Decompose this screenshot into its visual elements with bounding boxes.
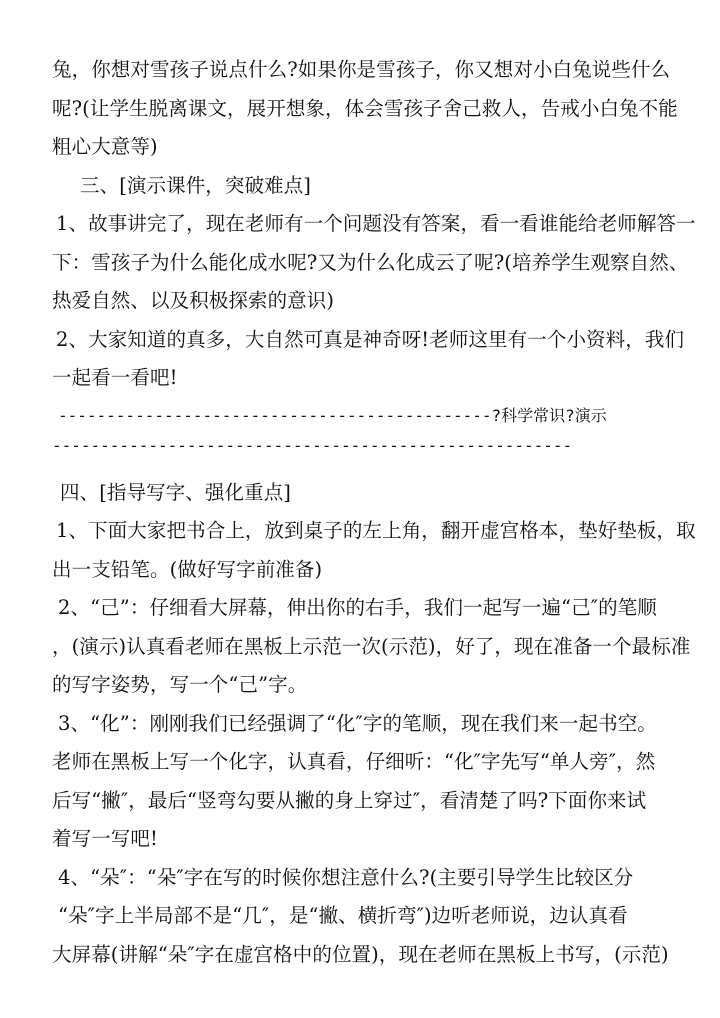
- text-line-7: 热爱自然、以及积极探索的意识): [52, 289, 335, 312]
- text-line-22: 4、“朵″：“朵″字在写的时候你想注意什么?(主要引导学生比较区分: [58, 866, 634, 889]
- text-line-16: ，(演示)认真看老师在黑板上示范一次(示范)，好了，现在准备一个最标准: [52, 635, 691, 658]
- text-line-14: 出一支铅笔。(做好写字前准备): [52, 558, 323, 581]
- text-line-9: 一起看一看吧!: [52, 366, 178, 389]
- text-line-18: 3、“化”：刚刚我们已经强调了“化″字的笔顺，现在我们来一起书空。: [58, 712, 657, 735]
- text-line-3: 粗心大意等): [52, 135, 158, 158]
- dash-text-2: ------------------------------------------------------: [52, 436, 573, 455]
- text-line-20: 后写“撇″，最后“竖弯勾要从撇的身上穿过″，看清楚了吗?下面你来试: [52, 789, 647, 812]
- text-line-13: 1、下面大家把书合上，放到桌子的左上角，翻开虚宫格本，垫好垫板，取: [56, 519, 696, 542]
- text-line-17: 的写字姿势，写一个“己”字。: [52, 673, 308, 696]
- text-line-1: 兔，你想对雪孩子说点什么?如果你是雪孩子，你又想对小白兔说些什么: [52, 58, 671, 81]
- text-line-24: 大屏幕(讲解“朵″字在虚宫格中的位置)，现在老师在黑板上书写，(示范): [52, 943, 669, 966]
- text-line-21: 着写一写吧!: [52, 827, 158, 850]
- divider-line-science: [58, 404, 680, 428]
- text-line-19: 老师在黑板上写一个化字，认真看，仔细听：“化″字先写“单人旁″，然: [52, 750, 656, 773]
- text-line-15: 2、“己”：仔细看大屏幕，伸出你的右手，我们一起写一遍“己″的笔顺: [58, 596, 657, 619]
- section-heading-3: 三、[演示课件，突破难点]: [80, 174, 312, 197]
- text-line-8: 2、大家知道的真多，大自然可真是神奇呀!老师这里有一个小资料，我们: [56, 328, 685, 351]
- section-heading-4: 四、[指导写字、强化重点]: [60, 481, 292, 504]
- text-line-6: 下：雪孩子为什么能化成水呢?又为什么化成云了呢?(培养学生观察自然、: [52, 251, 689, 274]
- divider-line: [52, 434, 680, 458]
- dash-text-1: ---------------------------------------------?科学常识?演示: [58, 406, 607, 425]
- text-line-5: 1、故事讲完了，现在老师有一个问题没有答案，看一看谁能给老师解答一: [56, 212, 696, 235]
- text-line-23: “朵″字上半局部不是“几″，是“撇、横折弯″)边听老师说，边认真看: [58, 904, 628, 927]
- text-line-2: 呢?(让学生脱离课文，展开想象，体会雪孩子舍己救人，告戒小白兔不能: [52, 97, 678, 120]
